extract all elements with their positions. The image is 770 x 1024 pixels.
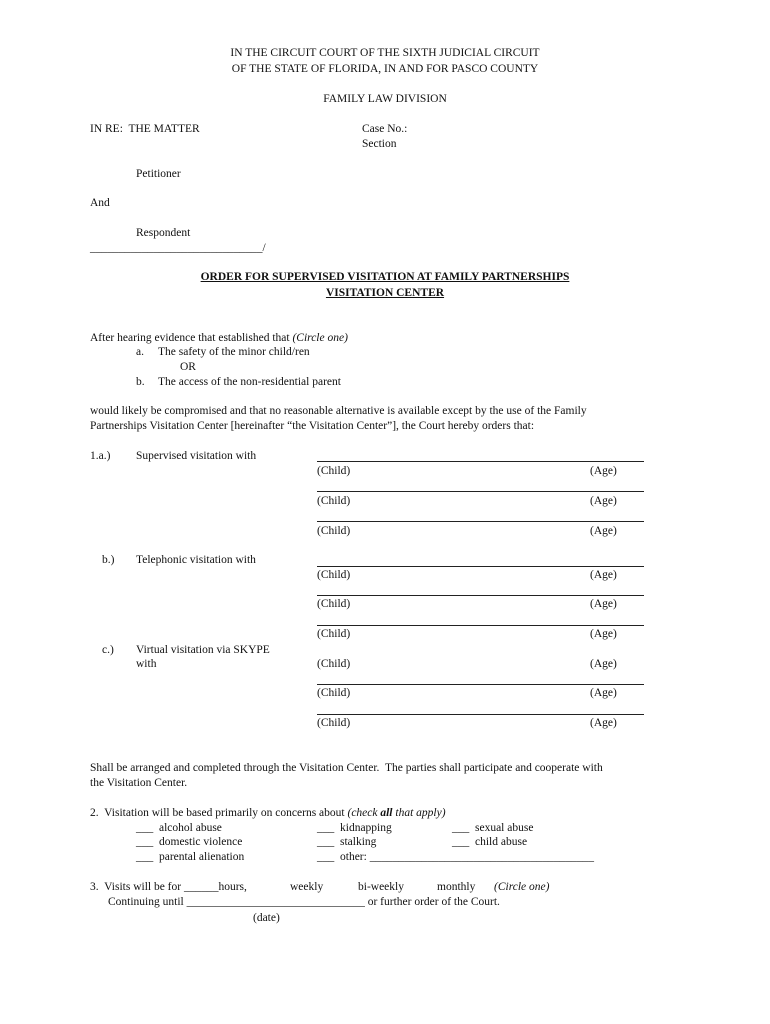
court-name-line-1: IN THE CIRCUIT COURT OF THE SIXTH JUDICIAL CIRCUIT bbox=[230, 47, 540, 59]
child-label: (Child) bbox=[317, 569, 351, 581]
other-checkbox[interactable] bbox=[317, 850, 594, 864]
checkbox-blank[interactable]: ___ bbox=[317, 822, 335, 834]
checkbox-blank[interactable]: ___ bbox=[317, 836, 335, 848]
weekly-option[interactable]: weekly bbox=[290, 881, 324, 893]
child-label: (Child) bbox=[317, 717, 351, 729]
child-name-line[interactable] bbox=[317, 491, 644, 492]
checkbox-blank[interactable]: ___ bbox=[317, 851, 335, 863]
child-name-line[interactable] bbox=[317, 625, 644, 626]
or-label: OR bbox=[180, 361, 196, 373]
kidnapping-checkbox[interactable] bbox=[317, 821, 392, 835]
item-1b-label: b.) bbox=[102, 554, 115, 566]
age-label: (Age) bbox=[590, 628, 617, 640]
alcohol-abuse-checkbox[interactable] bbox=[136, 821, 222, 835]
age-label: (Age) bbox=[590, 598, 617, 610]
age-label: (Age) bbox=[590, 687, 617, 699]
date-label: (date) bbox=[253, 912, 280, 924]
child-name-line[interactable] bbox=[317, 461, 644, 462]
age-label: (Age) bbox=[590, 465, 617, 477]
child-name-line[interactable] bbox=[317, 714, 644, 715]
division-heading: FAMILY LAW DIVISION bbox=[323, 93, 447, 105]
stalking-checkbox[interactable] bbox=[317, 835, 376, 849]
section-label: Section bbox=[362, 138, 397, 150]
petitioner-label: Petitioner bbox=[136, 168, 181, 180]
concerns-intro bbox=[90, 806, 446, 820]
virtual-visitation-label-line-1: Virtual visitation via SKYPE bbox=[136, 644, 270, 656]
kidnapping-label: kidnapping bbox=[340, 822, 392, 834]
child-label: (Child) bbox=[317, 465, 351, 477]
parental-alienation-checkbox[interactable] bbox=[136, 850, 244, 864]
age-label: (Age) bbox=[590, 525, 617, 537]
child-label: (Child) bbox=[317, 525, 351, 537]
age-label: (Age) bbox=[590, 658, 617, 670]
option-b-label: b. bbox=[136, 376, 145, 388]
child-label: (Child) bbox=[317, 598, 351, 610]
age-label: (Age) bbox=[590, 717, 617, 729]
findings-paragraph-line-2: Partnerships Visitation Center [hereinafter “the Visitation Center”], the Court hereby orders that: bbox=[90, 420, 535, 432]
checkbox-blank[interactable]: ___ bbox=[452, 822, 470, 834]
child-label: (Child) bbox=[317, 687, 351, 699]
child-abuse-checkbox[interactable] bbox=[452, 835, 527, 849]
item-1a-label: 1.a.) bbox=[90, 450, 111, 462]
findings-paragraph-line-1: would likely be compromised and that no reasonable alternative is available except by the use of the Family bbox=[90, 405, 587, 417]
findings-intro bbox=[90, 331, 348, 345]
checkbox-blank[interactable]: ___ bbox=[136, 836, 154, 848]
child-abuse-label: child abuse bbox=[475, 836, 528, 848]
in-re-label: IN RE: THE MATTER bbox=[90, 123, 200, 135]
court-name-line-2: OF THE STATE OF FLORIDA, IN AND FOR PASCO COUNTY bbox=[231, 63, 539, 75]
checkbox-blank[interactable]: ___ bbox=[136, 822, 154, 834]
arrangement-line-2: the Visitation Center. bbox=[90, 777, 188, 789]
child-name-line[interactable] bbox=[317, 595, 644, 596]
check-instruction-all: all bbox=[380, 807, 393, 819]
domestic-violence-checkbox[interactable] bbox=[136, 835, 242, 849]
visit-hours-field[interactable]: 3. Visits will be for ______hours, bbox=[90, 881, 247, 893]
check-instruction-start: (check bbox=[347, 807, 381, 819]
monthly-option[interactable]: monthly bbox=[437, 881, 476, 893]
circle-one-instruction: (Circle one) bbox=[494, 881, 550, 893]
stalking-label: stalking bbox=[340, 836, 377, 848]
item-1c-label: c.) bbox=[102, 644, 114, 656]
child-label: (Child) bbox=[317, 658, 351, 670]
order-title-line-2: VISITATION CENTER bbox=[325, 287, 445, 299]
concerns-intro-text: 2. Visitation will be based primarily on concerns about bbox=[90, 807, 348, 819]
supervised-visitation-label: Supervised visitation with bbox=[136, 450, 257, 462]
other-label: other: _______________________________________ bbox=[340, 851, 594, 863]
alcohol-abuse-label: alcohol abuse bbox=[159, 822, 222, 834]
virtual-visitation-label-line-2: with bbox=[136, 658, 157, 670]
caption-signature-line: ______________________________/ bbox=[90, 242, 266, 254]
parental-alienation-label: parental alienation bbox=[159, 851, 245, 863]
checkbox-blank[interactable]: ___ bbox=[452, 836, 470, 848]
domestic-violence-label: domestic violence bbox=[159, 836, 243, 848]
child-name-line[interactable] bbox=[317, 566, 644, 567]
case-number-label: Case No.: bbox=[362, 123, 408, 135]
sexual-abuse-checkbox[interactable] bbox=[452, 821, 533, 835]
and-label: And bbox=[90, 197, 110, 209]
child-label: (Child) bbox=[317, 495, 351, 507]
biweekly-option[interactable]: bi-weekly bbox=[358, 881, 404, 893]
telephonic-visitation-label: Telephonic visitation with bbox=[136, 554, 256, 566]
sexual-abuse-label: sexual abuse bbox=[475, 822, 534, 834]
checkbox-blank[interactable]: ___ bbox=[136, 851, 154, 863]
respondent-label: Respondent bbox=[136, 227, 191, 239]
option-a-text: The safety of the minor child/ren bbox=[158, 346, 310, 358]
age-label: (Age) bbox=[590, 569, 617, 581]
option-b-text: The access of the non-residential parent bbox=[158, 376, 341, 388]
child-label: (Child) bbox=[317, 628, 351, 640]
circle-one-instruction: (Circle one) bbox=[292, 332, 348, 344]
continuing-until-line[interactable]: Continuing until _______________________________ or further order of the Court. bbox=[108, 896, 500, 908]
arrangement-line-1: Shall be arranged and completed through the Visitation Center. The parties shall participate and cooperate with bbox=[90, 762, 603, 774]
check-instruction-end: that apply) bbox=[392, 807, 446, 819]
child-name-line[interactable] bbox=[317, 521, 644, 522]
option-a-label: a. bbox=[136, 346, 144, 358]
order-title-line-1: ORDER FOR SUPERVISED VISITATION AT FAMILY PARTNERSHIPS bbox=[200, 271, 570, 283]
child-name-line[interactable] bbox=[317, 684, 644, 685]
age-label: (Age) bbox=[590, 495, 617, 507]
findings-intro-text: After hearing evidence that established that bbox=[90, 332, 293, 344]
